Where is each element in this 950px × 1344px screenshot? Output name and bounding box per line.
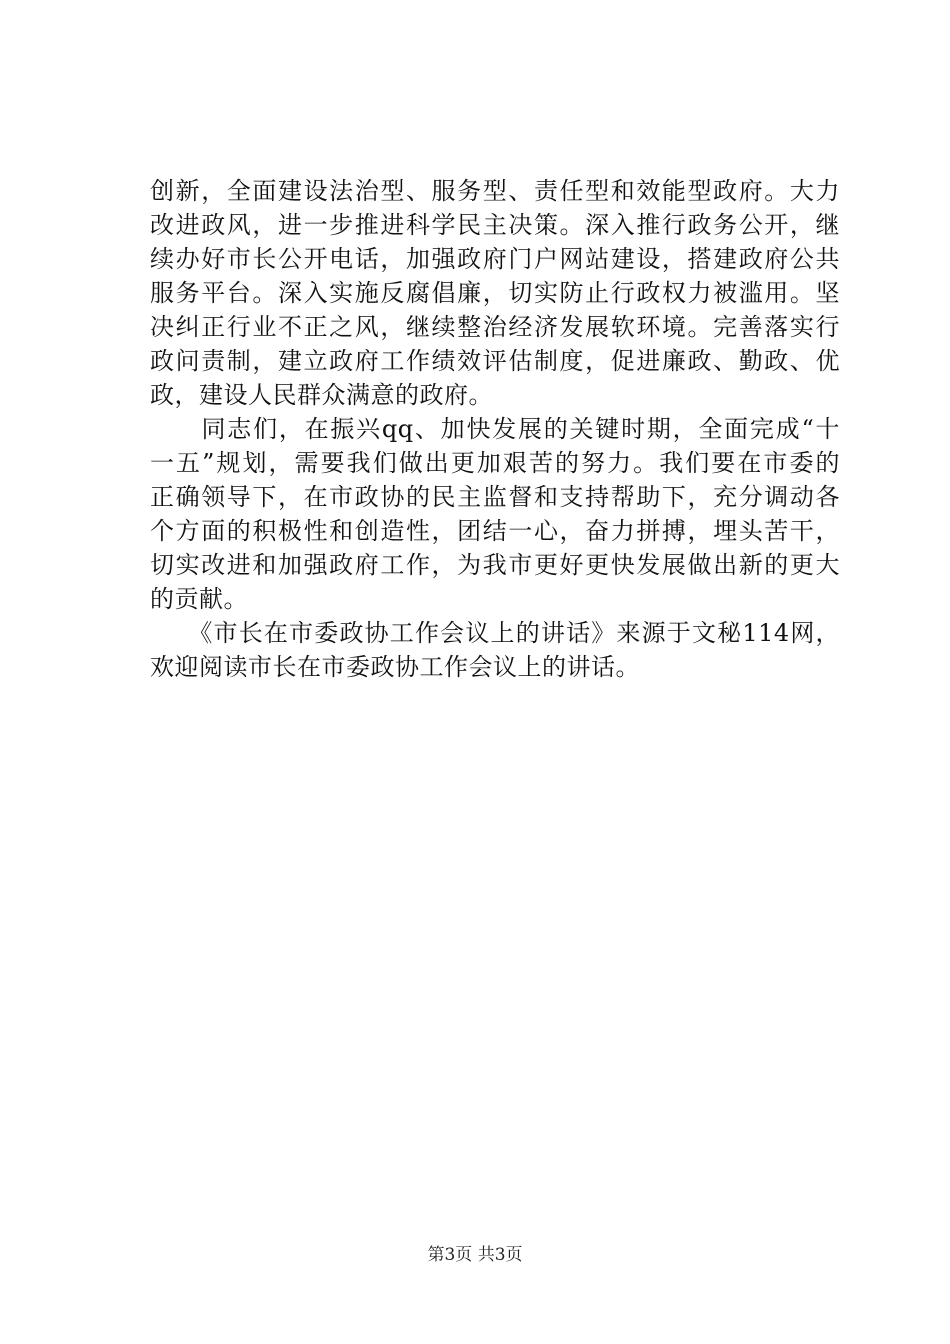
- body-line: 同志们，在振兴qq、加快发展的关键时期，全面完成“十: [150, 415, 840, 443]
- page-number-label: 第3页 共3页: [427, 1245, 523, 1265]
- body-line: 决纠正行业不正之风，继续整治经济发展软环境。完善落实行: [150, 313, 840, 341]
- body-line: 政问责制，建立政府工作绩效评估制度，促进廉政、勤政、优: [150, 347, 840, 375]
- body-line: 改进政风，进一步推进科学民主决策。深入推行政务公开，继: [150, 211, 840, 239]
- body-line: 续办好市长公开电话，加强政府门户网站建设，搭建政府公共: [150, 245, 840, 273]
- body-line: 个方面的积极性和创造性，团结一心，奋力拼搏，埋头苦干，: [150, 517, 840, 545]
- body-line: 一五”规划，需要我们做出更加艰苦的努力。我们要在市委的: [150, 449, 840, 477]
- body-line: 《市长在市委政协工作会议上的讲话》来源于文秘114网，: [150, 619, 840, 647]
- body-line: 政，建设人民群众满意的政府。: [150, 381, 493, 409]
- body-line: 正确领导下，在市政协的民主监督和支持帮助下，充分调动各: [150, 483, 840, 511]
- body-line: 创新，全面建设法治型、服务型、责任型和效能型政府。大力: [150, 177, 840, 205]
- body-line: 切实改进和加强政府工作，为我市更好更快发展做出新的更大: [150, 551, 840, 579]
- body-line: 欢迎阅读市长在市委政协工作会议上的讲话。: [150, 653, 640, 681]
- document-body: [150, 174, 840, 684]
- body-line: 的贡献。: [150, 585, 248, 613]
- page-footer: [0, 1244, 950, 1266]
- body-line: 服务平台。深入实施反腐倡廉，切实防止行政权力被滥用。坚: [150, 279, 840, 307]
